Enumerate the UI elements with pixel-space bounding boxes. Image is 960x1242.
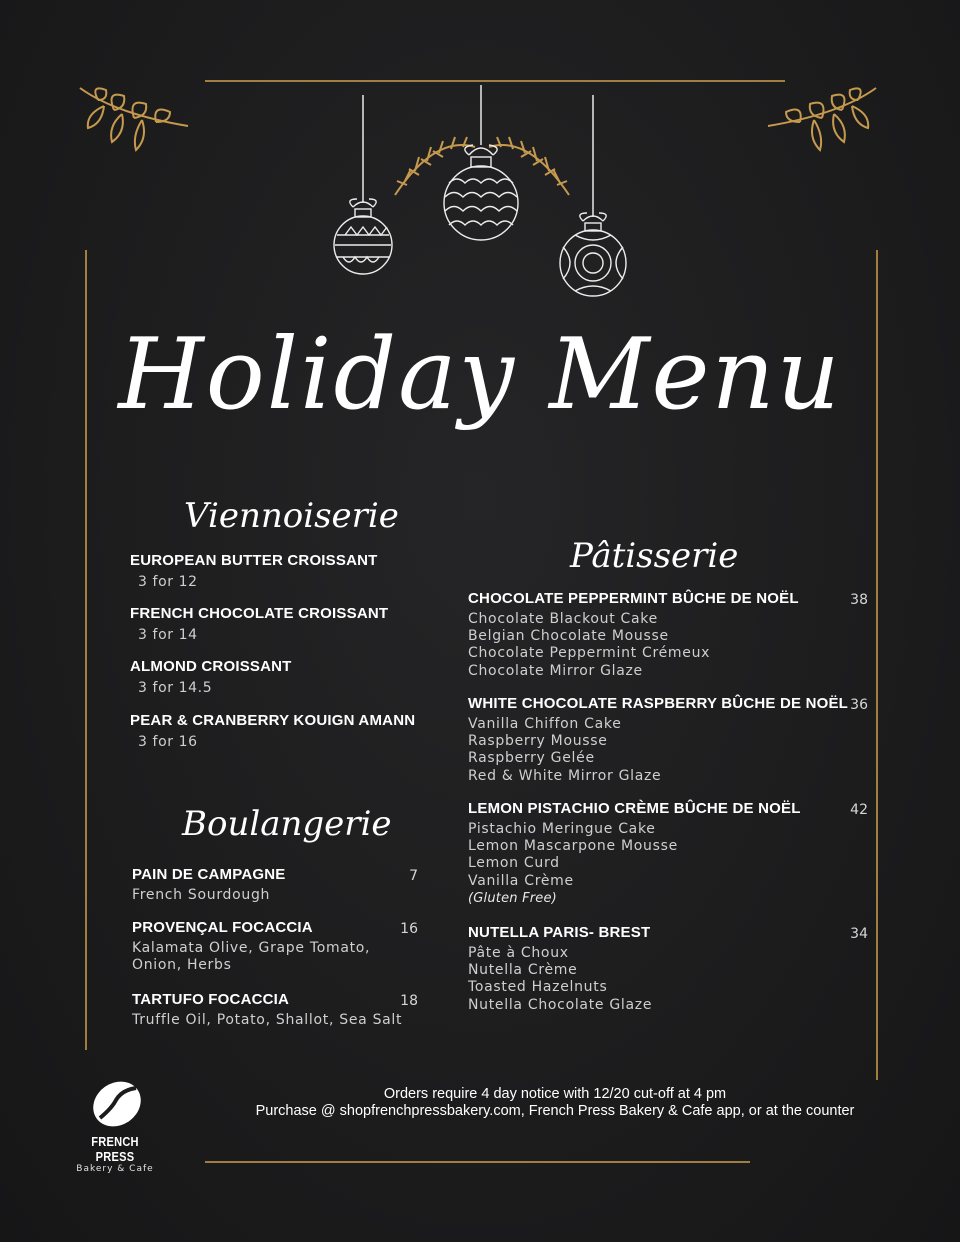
menu-item bbox=[468, 695, 868, 785]
page-title: Holiday Menu bbox=[118, 318, 842, 432]
item-name: CHOCOLATE PEPPERMINT BÛCHE DE NOËL bbox=[468, 590, 799, 607]
item-price: 7 bbox=[409, 868, 418, 884]
item-name: WHITE CHOCOLATE RASPBERRY BÛCHE DE NOËL bbox=[468, 695, 849, 712]
item-description: French Sourdough bbox=[132, 887, 271, 903]
item-price: 36 bbox=[850, 697, 868, 713]
item-description: Onion, Herbs bbox=[132, 957, 232, 974]
item-price: 3 for 12 bbox=[138, 574, 198, 590]
item-name: TARTUFO FOCACCIA bbox=[132, 991, 290, 1008]
item-description: Chocolate Blackout Cake bbox=[468, 611, 658, 627]
item-description: Nutella Crème bbox=[468, 962, 578, 979]
item-name: EUROPEAN BUTTER CROISSANT bbox=[130, 552, 378, 569]
viennoiserie-heading: Viennoiserie bbox=[184, 496, 399, 536]
logo-name: FRENCH PRESS bbox=[91, 1134, 139, 1164]
gluten-free-note: (Gluten Free) bbox=[468, 890, 557, 906]
menu-item bbox=[468, 924, 868, 1014]
menu-item bbox=[130, 605, 388, 644]
footer-notice: Orders require 4 day notice with 12/20 cut-off at 4 pm bbox=[383, 1086, 727, 1102]
frame-bottom-line bbox=[205, 1161, 750, 1163]
item-price: 18 bbox=[400, 993, 418, 1009]
logo bbox=[76, 1134, 154, 1174]
boulangerie-heading: Boulangerie bbox=[182, 804, 392, 844]
item-description: Toasted Hazelnuts bbox=[468, 979, 608, 996]
item-description: Raspberry Gelée bbox=[468, 750, 595, 767]
item-description: Raspberry Mousse bbox=[468, 733, 608, 750]
menu-item bbox=[132, 919, 418, 974]
item-price: 3 for 16 bbox=[138, 734, 198, 750]
item-price: 34 bbox=[850, 926, 868, 942]
laurel-left-icon bbox=[76, 84, 194, 164]
item-name: PROVENÇAL FOCACCIA bbox=[132, 919, 313, 936]
item-description: Lemon Curd bbox=[468, 855, 560, 872]
item-description: Belgian Chocolate Mousse bbox=[468, 628, 669, 645]
item-name: FRENCH CHOCOLATE CROISSANT bbox=[130, 605, 389, 622]
item-description: Pistachio Meringue Cake bbox=[468, 821, 656, 837]
item-description: Vanilla Chiffon Cake bbox=[468, 716, 622, 732]
item-name: PAIN DE CAMPAGNE bbox=[132, 866, 286, 883]
logo-subtitle: Bakery & Cafe bbox=[76, 1164, 154, 1174]
item-name: NUTELLA PARIS- BREST bbox=[468, 924, 651, 941]
item-name: ALMOND CROISSANT bbox=[130, 658, 292, 675]
item-description: Pâte à Choux bbox=[468, 945, 569, 961]
menu-item bbox=[130, 658, 292, 697]
ornaments-icon bbox=[325, 85, 635, 300]
item-price: 38 bbox=[850, 592, 868, 608]
item-description: Lemon Mascarpone Mousse bbox=[468, 838, 678, 855]
item-price: 3 for 14 bbox=[138, 627, 198, 643]
item-price: 16 bbox=[400, 921, 418, 937]
patisserie-heading: Pâtisserie bbox=[570, 536, 739, 576]
item-description: Chocolate Peppermint Crémeux bbox=[468, 645, 711, 662]
item-name: LEMON PISTACHIO CRÈME BÛCHE DE NOËL bbox=[468, 800, 801, 817]
item-description: Chocolate Mirror Glaze bbox=[468, 662, 643, 679]
menu-item bbox=[130, 552, 378, 591]
footer-purchase-info: Purchase @ shopfrenchpressbakery.com, French Press Bakery & Cafe app, or at the counter bbox=[255, 1103, 855, 1119]
item-description: Truffle Oil, Potato, Shallot, Sea Salt bbox=[132, 1012, 403, 1028]
menu-item bbox=[132, 991, 418, 1029]
item-description: Nutella Chocolate Glaze bbox=[468, 996, 653, 1013]
laurel-right-icon bbox=[762, 84, 880, 164]
frame-top-line bbox=[205, 80, 785, 82]
menu-item bbox=[130, 712, 415, 751]
item-name: PEAR & CRANBERRY KOUIGN AMANN bbox=[130, 712, 416, 729]
menu-item bbox=[468, 590, 868, 680]
item-description: Vanilla Crème bbox=[468, 872, 574, 889]
menu-item bbox=[468, 800, 868, 907]
item-description: Red & White Mirror Glaze bbox=[468, 767, 662, 784]
item-price: 3 for 14.5 bbox=[138, 680, 213, 696]
menu-item bbox=[132, 866, 418, 904]
coffee-bean-logo-icon bbox=[90, 1078, 144, 1130]
item-price: 42 bbox=[850, 802, 868, 818]
item-description: Kalamata Olive, Grape Tomato, bbox=[132, 940, 371, 956]
